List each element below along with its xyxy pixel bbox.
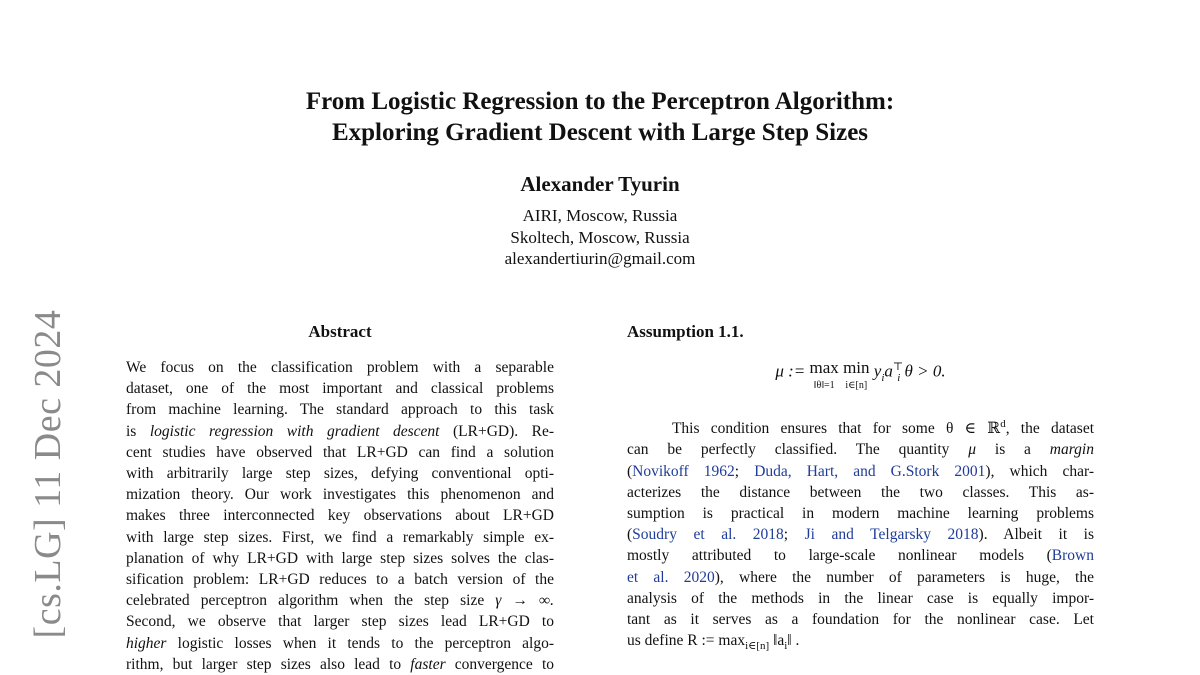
body-line: (Novikoff 1962; Duda, Hart, and G.Stork 2001), which char-	[627, 462, 1094, 480]
margin-equation: μ := max ‖θ‖=1 min i∈[n] $y_ia^⊤_i$ θ > 0.	[775, 358, 946, 391]
body-line: tant as it serves as a foundation for the nonlinear case. Let	[627, 610, 1094, 628]
citation-link[interactable]: Brown	[1051, 547, 1094, 565]
abstract-line: We focus on the classification problem with a separable	[126, 359, 554, 376]
emphasis: higher	[126, 634, 167, 652]
emphasis: margin	[1049, 441, 1094, 459]
affiliation-1: AIRI, Moscow, Russia	[522, 206, 678, 225]
citation-link[interactable]: et al. 2020	[627, 568, 715, 586]
body-line: (Soudry et al. 2018; Ji and Telgarsky 2018). Albeit it is	[627, 526, 1095, 544]
arxiv-stamp: [cs.LG] 11 Dec 2024	[27, 309, 69, 639]
emphasis: faster	[410, 655, 446, 673]
abstract-line: cent studies have observed that LR+GD can find a solution	[126, 443, 554, 461]
author-affiliations	[0, 205, 1200, 270]
citation-link[interactable]: Duda, Hart, and G.Stork 2001	[754, 462, 986, 480]
abstract-line: dataset, one of the most important and classical problems	[126, 380, 554, 398]
body-line: acterizes the distance between the two classes. This as-	[627, 483, 1094, 501]
title-line-1: From Logistic Regression to the Perceptron Algorithm:	[305, 88, 895, 115]
intro-body	[627, 414, 1094, 657]
abstract-body	[126, 357, 554, 675]
abstract-line: higher logistic losses when it tends to the perceptron algo-	[126, 634, 554, 652]
assumption-heading: Assumption 1.1.	[627, 322, 744, 341]
abstract-line: rithm, but larger step sizes also lead to faster convergence to	[126, 655, 555, 673]
abstract-line: from machine learning. The standard approach to this task	[126, 401, 554, 419]
arxiv-sidebar	[22, 300, 74, 648]
body-line: mostly attributed to large-scale nonlinear models (Brown	[627, 547, 1094, 565]
abstract-line: with arbitrarily large step sizes, defying conventional opti-	[126, 465, 554, 483]
abstract-line: with large step sizes. First, we find a remarkably simple ex-	[126, 528, 554, 546]
abstract-line: is logistic regression with gradient descent (LR+GD). Re-	[126, 422, 554, 440]
abstract-line: makes three interconnected key observations about LR+GD	[126, 507, 554, 525]
abstract-line: mization theory. Our work investigates this phenomenon and	[126, 486, 554, 504]
emphasis: logistic regression with gradient descent	[149, 422, 440, 440]
abstract-heading: Abstract	[308, 322, 372, 341]
body-line: can be perfectly classified. The quantity μ is a margin	[627, 441, 1094, 459]
abstract-line: sification problem: LR+GD reduces to a batch version of the	[126, 571, 554, 589]
citation-link[interactable]: Soudry et al. 2018	[632, 526, 784, 544]
affiliation-2: Skoltech, Moscow, Russia	[510, 227, 690, 247]
author-name: Alexander Tyurin	[520, 172, 680, 196]
abstract-line: celebrated perceptron algorithm when the step size γ → ∞.	[126, 592, 554, 610]
math-inline: γ → ∞.	[495, 592, 554, 610]
citation-link[interactable]: Ji and Telgarsky 2018	[804, 526, 979, 544]
citation-link[interactable]: Novikoff 1962	[632, 462, 735, 480]
body-line: us define R := $\max_{i\in[n]}$ $‖a_i‖$ .	[627, 632, 800, 653]
body-line: sumption is practical in modern machine learning problems	[627, 504, 1094, 522]
abstract-line: planation of why LR+GD with large step sizes solves the clas-	[126, 549, 554, 567]
title-line-2: Exploring Gradient Descent with Large Step Sizes	[331, 119, 869, 146]
paper-title	[0, 86, 1200, 148]
author-email: alexandertiurin@gmail.com	[504, 249, 696, 268]
body-line: et al. 2020), where the number of parameters is huge, the	[627, 568, 1094, 586]
abstract-line: Second, we observe that larger step sizes lead LR+GD to	[126, 613, 554, 631]
body-line: analysis of the methods in the linear case is equally impor-	[627, 589, 1094, 607]
body-line: This condition ensures that for some θ ∈ ℝ$^d$, the dataset	[671, 418, 1095, 438]
